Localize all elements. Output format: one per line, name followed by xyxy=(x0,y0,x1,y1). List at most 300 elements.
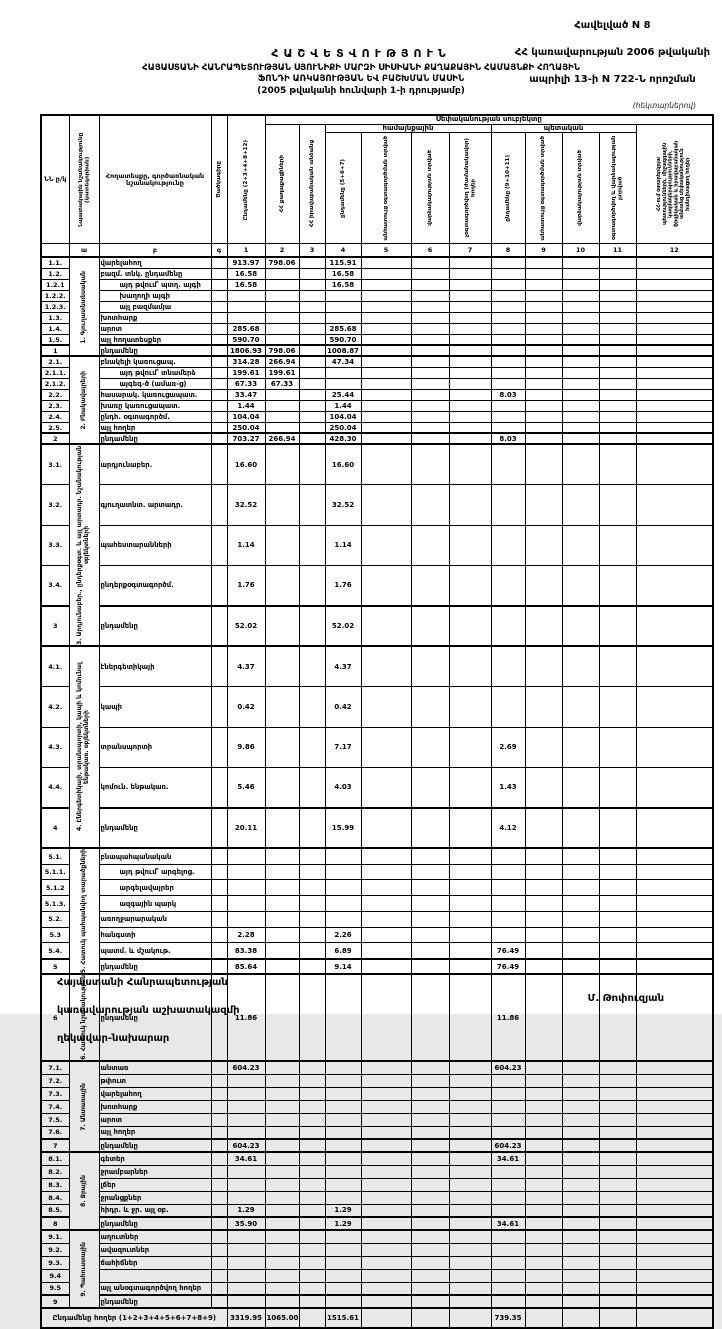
value-cell-c11 xyxy=(599,808,636,848)
row-number: 4 xyxy=(41,808,69,848)
value-cell-c1 xyxy=(227,911,265,927)
value-cell-c6 xyxy=(411,848,449,864)
col-header-c11 xyxy=(599,133,636,244)
value-cell-c5 xyxy=(361,334,411,345)
value-cell-c2 xyxy=(265,727,299,767)
code-cell xyxy=(211,880,227,896)
value-cell-c10 xyxy=(562,1217,599,1230)
code-cell xyxy=(211,1191,227,1204)
value-cell-c1: 703.27 xyxy=(227,433,265,444)
value-cell-c6 xyxy=(411,959,449,975)
row-number: 5.4. xyxy=(41,943,69,959)
value-cell-c11 xyxy=(599,1230,636,1243)
value-cell-c5 xyxy=(361,911,411,927)
code-cell xyxy=(211,312,227,323)
value-cell-c2: 798.06 xyxy=(265,345,299,356)
row-label: ավազուտներ xyxy=(99,1243,211,1256)
value-cell-c3 xyxy=(299,1165,325,1178)
footer-line: Հայաստանի Հանրապետության xyxy=(57,977,228,988)
value-cell-c12 xyxy=(636,959,713,975)
appendix-line: Հավելված N 8 xyxy=(574,19,651,31)
value-cell-c5 xyxy=(361,1217,411,1230)
value-cell-c11 xyxy=(599,400,636,411)
value-cell-c8 xyxy=(491,1087,525,1100)
value-cell-c7 xyxy=(449,323,491,334)
code-cell xyxy=(211,345,227,356)
value-cell-c5 xyxy=(361,864,411,880)
row-number: 3 xyxy=(41,606,69,646)
value-cell-c7 xyxy=(449,1269,491,1282)
value-cell-c6 xyxy=(411,896,449,912)
value-cell-c4 xyxy=(325,1282,361,1295)
col-header-c3-text: ՀՀ իրավաբանական անձանց xyxy=(308,140,315,228)
table-row-7.5. xyxy=(41,1113,713,1126)
grand-value-c5 xyxy=(361,1308,411,1328)
value-cell-c9 xyxy=(525,808,562,848)
value-cell-c7 xyxy=(449,1282,491,1295)
table-row-2.1.2. xyxy=(41,378,713,389)
value-cell-c10 xyxy=(562,1243,599,1256)
row-number: 9.5 xyxy=(41,1282,69,1295)
table-row-1.2.2. xyxy=(41,290,713,301)
value-cell-c1 xyxy=(227,1243,265,1256)
col-header-c4 xyxy=(325,133,361,244)
value-cell-c5 xyxy=(361,279,411,290)
value-cell-c6 xyxy=(411,1217,449,1230)
value-cell-c6 xyxy=(411,279,449,290)
value-cell-c3 xyxy=(299,1204,325,1217)
value-cell-c12 xyxy=(636,257,713,268)
col-header-c10-text: վարձակալության տրված xyxy=(577,150,584,227)
col-header-c11-text: օգտագործվող և վարձակալության չտրված xyxy=(611,136,624,241)
value-cell-c4 xyxy=(325,1074,361,1087)
value-cell-c7 xyxy=(449,268,491,279)
value-cell-c10 xyxy=(562,927,599,943)
value-cell-c1: 32.52 xyxy=(227,485,265,525)
value-cell-c8 xyxy=(491,279,525,290)
value-cell-c6 xyxy=(411,808,449,848)
value-cell-c1 xyxy=(227,896,265,912)
value-cell-c8 xyxy=(491,400,525,411)
value-cell-c12 xyxy=(636,290,713,301)
row-number: 4.3. xyxy=(41,727,69,767)
table-row-8.2. xyxy=(41,1165,713,1178)
row-label: արդյունաբեր. xyxy=(99,444,211,484)
value-cell-c11 xyxy=(599,727,636,767)
value-cell-c7 xyxy=(449,1217,491,1230)
value-cell-c5 xyxy=(361,301,411,312)
value-cell-c10 xyxy=(562,1269,599,1282)
section-label-3 xyxy=(69,444,99,646)
value-cell-c4 xyxy=(325,1256,361,1269)
value-cell-c12 xyxy=(636,411,713,422)
value-cell-c2 xyxy=(265,1191,299,1204)
section-label-1-text: 1. Գյուղատնտեսական xyxy=(79,270,87,344)
value-cell-c8 xyxy=(491,1165,525,1178)
value-cell-c10 xyxy=(562,1165,599,1178)
row-label: ընդերքօգտագործմ. xyxy=(99,566,211,606)
col-letter-ա: ա xyxy=(69,244,99,258)
value-cell-c3 xyxy=(299,1230,325,1243)
value-cell-c7 xyxy=(449,1100,491,1113)
value-cell-c5 xyxy=(361,943,411,959)
value-cell-c1: 83.38 xyxy=(227,943,265,959)
value-cell-c3 xyxy=(299,268,325,279)
value-cell-c3 xyxy=(299,687,325,727)
section-label-4-text: 4. Էներգետիկայի, տրանսպորտի, կապի և կոմունալ ենթակառ. օբյեկտների xyxy=(76,663,90,832)
value-cell-c2 xyxy=(265,896,299,912)
value-cell-c5 xyxy=(361,312,411,323)
value-cell-c6 xyxy=(411,422,449,433)
value-cell-c9 xyxy=(525,345,562,356)
row-label: խոտհարք xyxy=(99,312,211,323)
value-cell-c7 xyxy=(449,345,491,356)
value-cell-c7 xyxy=(449,606,491,646)
value-cell-c11 xyxy=(599,444,636,484)
value-cell-c7 xyxy=(449,378,491,389)
value-cell-c7 xyxy=(449,927,491,943)
value-cell-c12 xyxy=(636,911,713,927)
value-cell-c3 xyxy=(299,444,325,484)
footer-line: ղեկավար-նախարար xyxy=(57,1033,170,1044)
row-label: պատմ. և մշակութ. xyxy=(99,943,211,959)
value-cell-c11 xyxy=(599,1295,636,1308)
value-cell-c4 xyxy=(325,1126,361,1139)
code-cell xyxy=(211,334,227,345)
col-header-code xyxy=(211,115,227,244)
value-cell-c8 xyxy=(491,1295,525,1308)
value-cell-c3 xyxy=(299,1139,325,1152)
value-cell-c2: 798.06 xyxy=(265,257,299,268)
table-row-5.1.1. xyxy=(41,864,713,880)
value-cell-c5 xyxy=(361,646,411,686)
footer-line: կառավարության աշխատակազմի xyxy=(57,1005,240,1016)
value-cell-c7 xyxy=(449,312,491,323)
value-cell-c9 xyxy=(525,896,562,912)
row-number: 2.5. xyxy=(41,422,69,433)
value-cell-c7 xyxy=(449,1230,491,1243)
row-label: ընդամենը xyxy=(99,1217,211,1230)
value-cell-c6 xyxy=(411,1282,449,1295)
value-cell-c8: 604.23 xyxy=(491,1061,525,1074)
table-row-2.1. xyxy=(41,356,713,367)
value-cell-c5 xyxy=(361,433,411,444)
row-number: 5.2. xyxy=(41,911,69,927)
value-cell-c3 xyxy=(299,768,325,808)
col-header-c6-text: վարձակալության տրված xyxy=(426,150,433,227)
row-label: ջրամբարներ xyxy=(99,1165,211,1178)
value-cell-c3 xyxy=(299,646,325,686)
row-number: 7.3. xyxy=(41,1087,69,1100)
row-number: 1.1. xyxy=(41,257,69,268)
section-label-6-text: 6. Հատուկ նշանակության xyxy=(79,975,87,1061)
col-letter-9: 9 xyxy=(525,244,562,258)
value-cell-c12 xyxy=(636,433,713,444)
value-cell-c10 xyxy=(562,422,599,433)
col-letter-4: 4 xyxy=(325,244,361,258)
value-cell-c5 xyxy=(361,1178,411,1191)
value-cell-c4 xyxy=(325,911,361,927)
value-cell-c8 xyxy=(491,1178,525,1191)
value-cell-c6 xyxy=(411,290,449,301)
value-cell-c9 xyxy=(525,422,562,433)
row-number: 4.4. xyxy=(41,768,69,808)
value-cell-c2 xyxy=(265,1204,299,1217)
value-cell-c10 xyxy=(562,268,599,279)
value-cell-c12 xyxy=(636,1282,713,1295)
header-letters-row xyxy=(41,244,713,258)
value-cell-c8: 604.23 xyxy=(491,1139,525,1152)
section-label-2-text: 2. Բնակավայրերի xyxy=(79,371,87,430)
section-label-9 xyxy=(69,1230,99,1308)
row-label: արոտ xyxy=(99,323,211,334)
col-letter-10: 10 xyxy=(562,244,599,258)
value-cell-c8 xyxy=(491,1282,525,1295)
value-cell-c7 xyxy=(449,1178,491,1191)
value-cell-c8: 8.03 xyxy=(491,389,525,400)
value-cell-c9 xyxy=(525,1295,562,1308)
value-cell-c7 xyxy=(449,257,491,268)
code-cell xyxy=(211,323,227,334)
value-cell-c5 xyxy=(361,1256,411,1269)
value-cell-c11 xyxy=(599,974,636,1061)
value-cell-c12 xyxy=(636,1269,713,1282)
value-cell-c2 xyxy=(265,943,299,959)
value-cell-c9 xyxy=(525,485,562,525)
value-cell-c10 xyxy=(562,378,599,389)
value-cell-c2: 67.33 xyxy=(265,378,299,389)
value-cell-c3 xyxy=(299,808,325,848)
value-cell-c10 xyxy=(562,646,599,686)
value-cell-c6 xyxy=(411,378,449,389)
value-cell-c5 xyxy=(361,880,411,896)
code-cell xyxy=(211,257,227,268)
col-header-category xyxy=(69,115,99,244)
value-cell-c7 xyxy=(449,1165,491,1178)
grand-value-c4: 1515.61 xyxy=(325,1308,361,1328)
row-label: աղուտներ xyxy=(99,1230,211,1243)
code-cell xyxy=(211,1282,227,1295)
value-cell-c8 xyxy=(491,345,525,356)
col-header-c9 xyxy=(525,133,562,244)
value-cell-c1: 2.28 xyxy=(227,927,265,943)
value-cell-c2 xyxy=(265,323,299,334)
value-cell-c3 xyxy=(299,1152,325,1165)
value-cell-c11 xyxy=(599,1113,636,1126)
value-cell-c6 xyxy=(411,411,449,422)
value-cell-c4 xyxy=(325,880,361,896)
grand-value-c10 xyxy=(562,1308,599,1328)
value-cell-c6 xyxy=(411,525,449,565)
table-row-2.1.1. xyxy=(41,367,713,378)
signatory-name: Մ. Թոփուզյան xyxy=(587,993,664,1004)
value-cell-c4 xyxy=(325,301,361,312)
code-cell xyxy=(211,1087,227,1100)
value-cell-c5 xyxy=(361,400,411,411)
row-number: 2.1.2. xyxy=(41,378,69,389)
table-row-9 xyxy=(41,1295,713,1308)
value-cell-c6 xyxy=(411,1256,449,1269)
row-label: այլ հողատեսքեր xyxy=(99,334,211,345)
value-cell-c2 xyxy=(265,808,299,848)
value-cell-c5 xyxy=(361,257,411,268)
row-number: 8.5. xyxy=(41,1204,69,1217)
code-cell xyxy=(211,1217,227,1230)
value-cell-c7 xyxy=(449,290,491,301)
code-cell xyxy=(211,279,227,290)
value-cell-c11 xyxy=(599,389,636,400)
value-cell-c4: 47.34 xyxy=(325,356,361,367)
value-cell-c1 xyxy=(227,1165,265,1178)
value-cell-c10 xyxy=(562,1061,599,1074)
row-number: 9.1. xyxy=(41,1230,69,1243)
value-cell-c5 xyxy=(361,345,411,356)
table-row-1.4. xyxy=(41,323,713,334)
row-number: 7.4. xyxy=(41,1100,69,1113)
value-cell-c4: 32.52 xyxy=(325,485,361,525)
value-cell-c3 xyxy=(299,323,325,334)
value-cell-c3 xyxy=(299,422,325,433)
value-cell-c12 xyxy=(636,1217,713,1230)
value-cell-c3 xyxy=(299,1269,325,1282)
value-cell-c12 xyxy=(636,525,713,565)
value-cell-c8: 34.61 xyxy=(491,1152,525,1165)
col-header-c7 xyxy=(449,133,491,244)
value-cell-c8 xyxy=(491,911,525,927)
row-number: 1.2.1 xyxy=(41,279,69,290)
value-cell-c3 xyxy=(299,301,325,312)
code-cell xyxy=(211,1178,227,1191)
grand-value-c9 xyxy=(525,1308,562,1328)
section-label-2 xyxy=(69,356,99,444)
header-row-1 xyxy=(41,115,713,124)
value-cell-c12 xyxy=(636,301,713,312)
table-row-7.1. xyxy=(41,1061,713,1074)
value-cell-c4: 4.37 xyxy=(325,646,361,686)
value-cell-c8 xyxy=(491,1256,525,1269)
value-cell-c1 xyxy=(227,880,265,896)
value-cell-c4 xyxy=(325,896,361,912)
value-cell-c7 xyxy=(449,959,491,975)
row-number: 1.2.3. xyxy=(41,301,69,312)
row-number: 5.1.3. xyxy=(41,896,69,912)
row-number: 8.1. xyxy=(41,1152,69,1165)
value-cell-c11 xyxy=(599,606,636,646)
value-cell-c6 xyxy=(411,356,449,367)
value-cell-c2 xyxy=(265,1100,299,1113)
value-cell-c10 xyxy=(562,411,599,422)
table-row-5.3 xyxy=(41,927,713,943)
value-cell-c11 xyxy=(599,334,636,345)
value-cell-c9 xyxy=(525,334,562,345)
code-cell xyxy=(211,864,227,880)
value-cell-c12 xyxy=(636,1230,713,1243)
value-cell-c12 xyxy=(636,1256,713,1269)
col-letter-1: 1 xyxy=(227,244,265,258)
table-row-1.3. xyxy=(41,312,713,323)
value-cell-c12 xyxy=(636,268,713,279)
value-cell-c11 xyxy=(599,959,636,975)
value-cell-c8 xyxy=(491,422,525,433)
section-label-7-text: 7. Անտառային xyxy=(79,1082,87,1131)
col-letter-11: 11 xyxy=(599,244,636,258)
value-cell-c3 xyxy=(299,485,325,525)
value-cell-c2 xyxy=(265,1178,299,1191)
table-row-5.2. xyxy=(41,911,713,927)
table-row-7.6. xyxy=(41,1126,713,1139)
value-cell-c4 xyxy=(325,1178,361,1191)
value-cell-c3 xyxy=(299,1113,325,1126)
col-letter-բ: բ xyxy=(99,244,211,258)
value-cell-c8 xyxy=(491,323,525,334)
value-cell-c1: 199.61 xyxy=(227,367,265,378)
value-cell-c1 xyxy=(227,1269,265,1282)
value-cell-c8 xyxy=(491,880,525,896)
value-cell-c1: 314.28 xyxy=(227,356,265,367)
table-row-1.2.1 xyxy=(41,279,713,290)
value-cell-c11 xyxy=(599,911,636,927)
row-label: հիդր. և ջր. այլ օբ. xyxy=(99,1204,211,1217)
code-cell xyxy=(211,525,227,565)
value-cell-c3 xyxy=(299,727,325,767)
value-cell-c3 xyxy=(299,312,325,323)
value-cell-c11 xyxy=(599,290,636,301)
row-label: գյուղատնտ. արտադր. xyxy=(99,485,211,525)
value-cell-c7 xyxy=(449,943,491,959)
value-cell-c6 xyxy=(411,400,449,411)
row-number: 1 xyxy=(41,345,69,356)
col-header-c1-text: Ընդամենը (2+3+4+8+12) xyxy=(242,139,249,220)
value-cell-c12 xyxy=(636,367,713,378)
value-cell-c12 xyxy=(636,1087,713,1100)
row-number: 2.3. xyxy=(41,400,69,411)
value-cell-c1: 67.33 xyxy=(227,378,265,389)
value-cell-c10 xyxy=(562,485,599,525)
section-label-8 xyxy=(69,1152,99,1230)
value-cell-c1: 604.23 xyxy=(227,1061,265,1074)
table-row-7.2. xyxy=(41,1074,713,1087)
value-cell-c6 xyxy=(411,943,449,959)
value-cell-c7 xyxy=(449,444,491,484)
value-cell-c8 xyxy=(491,485,525,525)
value-cell-c2 xyxy=(265,279,299,290)
value-cell-c8 xyxy=(491,1126,525,1139)
value-cell-c2 xyxy=(265,1165,299,1178)
row-label: էներգետիկայի xyxy=(99,646,211,686)
value-cell-c10 xyxy=(562,367,599,378)
value-cell-c12 xyxy=(636,334,713,345)
value-cell-c9 xyxy=(525,433,562,444)
row-label: վարելահող xyxy=(99,257,211,268)
value-cell-c5 xyxy=(361,1139,411,1152)
value-cell-c4: 285.68 xyxy=(325,323,361,334)
col-letter-no xyxy=(41,244,69,258)
value-cell-c3 xyxy=(299,927,325,943)
value-cell-c2: 266.94 xyxy=(265,433,299,444)
code-cell xyxy=(211,378,227,389)
value-cell-c12 xyxy=(636,1191,713,1204)
table-row-2 xyxy=(41,433,713,444)
title-block xyxy=(0,47,722,96)
value-cell-c3 xyxy=(299,1295,325,1308)
value-cell-c6 xyxy=(411,444,449,484)
value-cell-c1 xyxy=(227,1113,265,1126)
value-cell-c1 xyxy=(227,1074,265,1087)
col-letter-6: 6 xyxy=(411,244,449,258)
value-cell-c8: 2.69 xyxy=(491,727,525,767)
value-cell-c12 xyxy=(636,1139,713,1152)
col-header-no: ՆՆ ը/կ xyxy=(41,115,69,244)
